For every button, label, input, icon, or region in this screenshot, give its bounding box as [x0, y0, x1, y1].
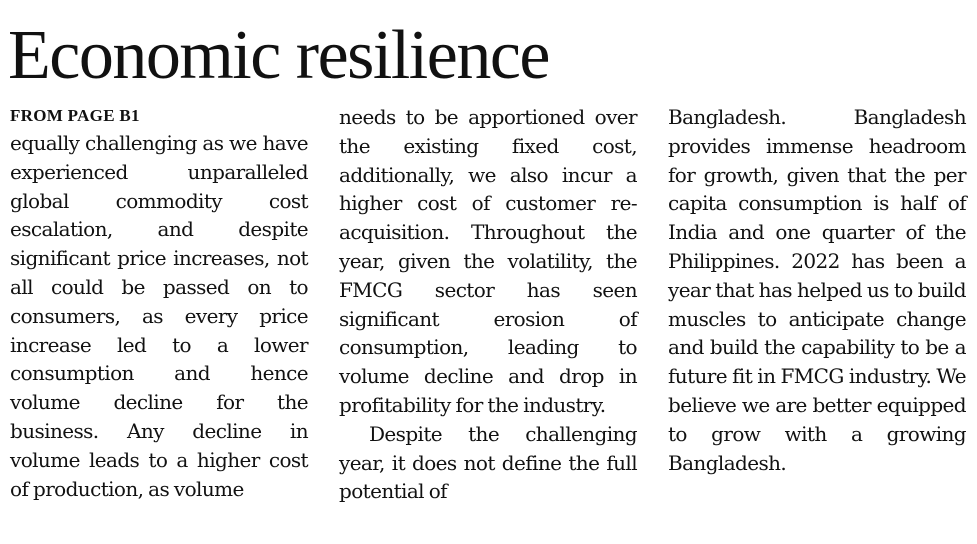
- body-paragraph: Bangladesh. Bangladesh provides immense headroom for growth, given that the per capita consumption is half of India and one quarter of the Philippines. 2022 has been a year that has helped us to build muscles to anticipate change and build the capability to be a future fit in FMCG industry. We believe we are better equipped to grow with a growing Bangladesh.: [668, 105, 966, 475]
- body-paragraph: needs to be apportioned over the existing fixed cost, additionally, we also incur a higher cost of customer re-acquisition. Throughout the year, given the volatility, the FMCG sector has seen significant erosion of consumption, leading to volume decline and drop in profitability for the industry.: [339, 105, 637, 417]
- continuation-kicker: FROM PAGE B1: [10, 106, 140, 125]
- article-column-1: [10, 103, 308, 503]
- headline: Economic resilience: [8, 17, 549, 94]
- article-column-3: [668, 103, 966, 477]
- article-column-2: [339, 103, 637, 506]
- body-paragraph: equally challenging as we have experienced unparalleled global commodity cost escalation, and despite significant price increases, not all could be passed on to consumers, as every price increase led to a lower consumption and hence volume decline for the business. Any decline in volume leads to a higher cost of production, as volume: [10, 131, 308, 501]
- body-paragraph: Despite the challenging year, it does not define the full potential of: [339, 421, 637, 504]
